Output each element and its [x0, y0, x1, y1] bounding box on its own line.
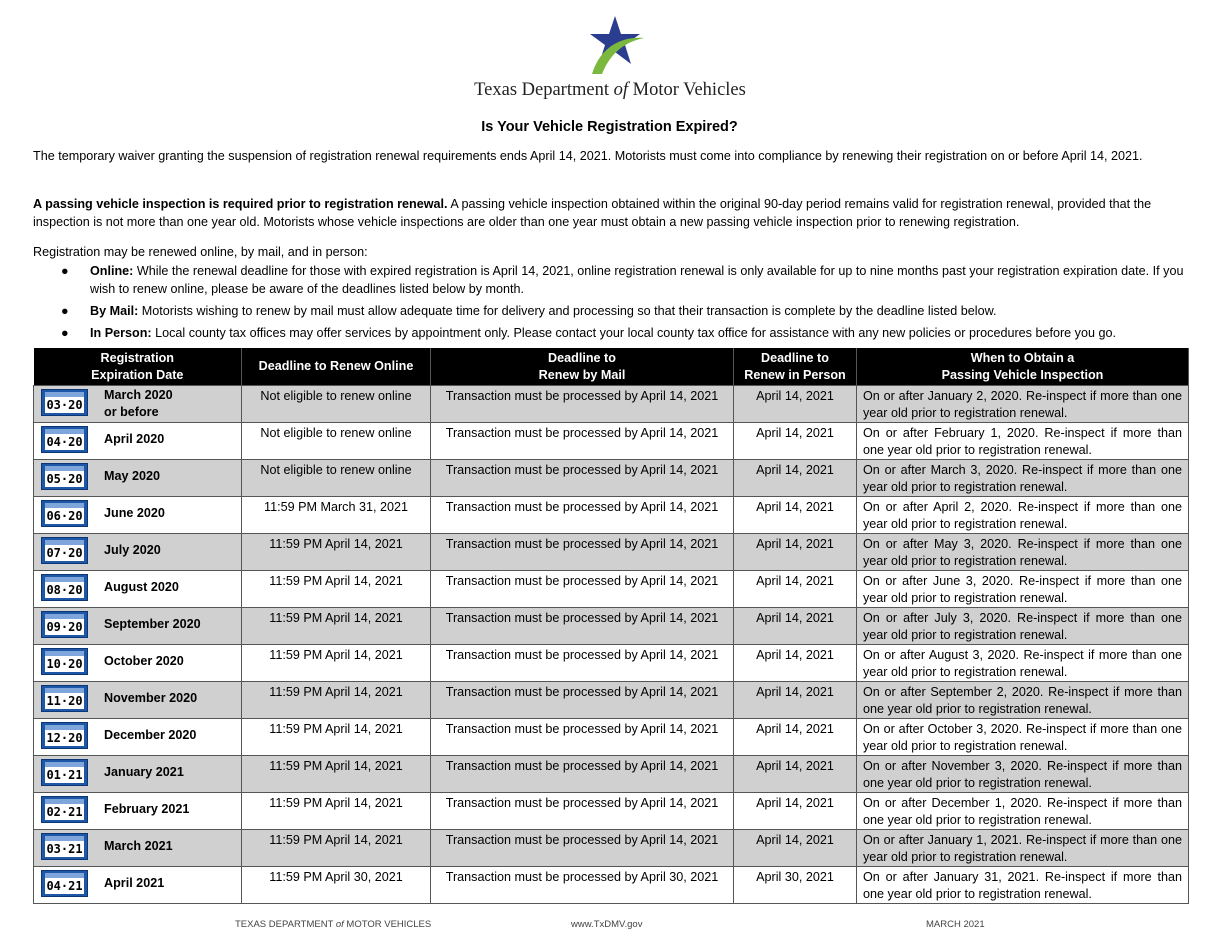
- txdmv-logo: [0, 14, 1229, 76]
- expiration-month: May 2020: [104, 469, 161, 483]
- table-row: [34, 460, 1189, 497]
- registration-sticker-icon: 04·20: [41, 426, 88, 453]
- cell-expiration: [34, 756, 242, 793]
- table-row: [34, 534, 1189, 571]
- table-row: [34, 497, 1189, 534]
- expiration-month: September 2020: [104, 617, 201, 631]
- registration-sticker-icon: 07·20: [41, 537, 88, 564]
- expiration-month: October 2020: [104, 654, 184, 668]
- registration-sticker-icon: 12·20: [41, 722, 88, 749]
- footer-org: TEXAS DEPARTMENT of MOTOR VEHICLES: [235, 919, 432, 930]
- header-renew-online: Deadline to Renew Online: [242, 348, 431, 386]
- cell-online: 11:59 PM April 14, 2021: [242, 682, 431, 719]
- cell-online: 11:59 PM April 14, 2021: [242, 608, 431, 645]
- expiration-month: February 2021: [104, 802, 190, 816]
- cell-mail: Transaction must be processed by April 14, 2021: [431, 645, 734, 682]
- cell-person: April 14, 2021: [734, 719, 857, 756]
- cell-person: April 30, 2021: [734, 867, 857, 904]
- cell-mail: Transaction must be processed by April 14, 2021: [431, 423, 734, 460]
- footer-date: MARCH 2021: [926, 919, 985, 930]
- renewal-methods-list: [33, 262, 1193, 346]
- cell-inspection: On or after February 1, 2020. Re-inspect if more than one year old prior to registration renewal.: [857, 423, 1189, 460]
- cell-online: Not eligible to renew online: [242, 386, 431, 423]
- cell-mail: Transaction must be processed by April 14, 2021: [431, 571, 734, 608]
- inspection-paragraph: [33, 195, 1188, 231]
- cell-expiration: [34, 460, 242, 497]
- registration-sticker-icon: 04·21: [41, 870, 88, 897]
- cell-expiration: [34, 386, 242, 423]
- registration-sticker-icon: 09·20: [41, 611, 88, 638]
- cell-inspection: On or after October 3, 2020. Re-inspect if more than one year old prior to registration renewal.: [857, 719, 1189, 756]
- registration-sticker-icon: 03·21: [41, 833, 88, 860]
- expiration-month: April 2020: [104, 432, 165, 446]
- cell-person: April 14, 2021: [734, 423, 857, 460]
- cell-inspection: On or after July 3, 2020. Re-inspect if more than one year old prior to registration renewal.: [857, 608, 1189, 645]
- registration-table: [33, 348, 1189, 904]
- list-item: ● Online: While the renewal deadline for those with expired registration is April 14, 2021, online registration renewal is only available for up to nine months past your registration expiration date. If you wish to renew online, please be aware of the deadlines listed below by month.: [61, 264, 1184, 296]
- list-item: ● In Person: Local county tax offices may offer services by appointment only. Please contact your local county tax office for assistance with any new policies or procedures before you go.: [61, 326, 1116, 340]
- expiration-month: March 2020 or before: [104, 388, 173, 419]
- cell-mail: Transaction must be processed by April 30, 2021: [431, 867, 734, 904]
- expiration-month: April 2021: [104, 876, 165, 890]
- bullet-icon: ●: [61, 264, 69, 278]
- registration-sticker-icon: 01·21: [41, 759, 88, 786]
- cell-person: April 14, 2021: [734, 386, 857, 423]
- registration-sticker-icon: 05·20: [41, 463, 88, 490]
- cell-mail: Transaction must be processed by April 14, 2021: [431, 793, 734, 830]
- registration-sticker-icon: 10·20: [41, 648, 88, 675]
- table-row: [34, 386, 1189, 423]
- cell-inspection: On or after March 3, 2020. Re-inspect if more than one year old prior to registration renewal.: [857, 460, 1189, 497]
- cell-inspection: On or after June 3, 2020. Re-inspect if more than one year old prior to registration renewal.: [857, 571, 1189, 608]
- cell-inspection: On or after December 1, 2020. Re-inspect if more than one year old prior to registration renewal.: [857, 793, 1189, 830]
- cell-mail: Transaction must be processed by April 14, 2021: [431, 460, 734, 497]
- cell-inspection: On or after November 3, 2020. Re-inspect if more than one year old prior to registration renewal.: [857, 756, 1189, 793]
- cell-online: 11:59 PM March 31, 2021: [242, 497, 431, 534]
- cell-person: April 14, 2021: [734, 497, 857, 534]
- org-name: Texas Department of Motor Vehicles: [474, 80, 746, 100]
- cell-expiration: [34, 645, 242, 682]
- table-row: [34, 756, 1189, 793]
- cell-inspection: On or after September 2, 2020. Re-inspect if more than one year old prior to registration renewal.: [857, 682, 1189, 719]
- cell-expiration: [34, 608, 242, 645]
- expiration-month: January 2021: [104, 765, 184, 779]
- intro-paragraph: The temporary waiver granting the suspension of registration renewal requirements ends April 14, 2021. Motorists must come into compliance by renewing their registration on or before April 14, 2021.: [33, 149, 1143, 163]
- list-item: ● By Mail: Motorists wishing to renew by mail must allow adequate time for delivery and processing so that their transaction is complete by the deadline listed below.: [61, 304, 997, 318]
- expiration-month: December 2020: [104, 728, 197, 742]
- table-row: [34, 719, 1189, 756]
- table-row: [34, 682, 1189, 719]
- table-row: [34, 793, 1189, 830]
- inspection-bold: A passing vehicle inspection is required prior to registration renewal.: [33, 197, 448, 211]
- footer-website: www.TxDMV.gov: [571, 919, 643, 930]
- inspection-text: A passing vehicle inspection obtained within the original 90-day period remains valid for registration renewal, provided that the inspection is not more than one year old. Motorists whose vehicle inspections are older than one year must obtain a new passing vehicle inspection prior to renewing registration.: [33, 197, 1152, 229]
- cell-expiration: [34, 534, 242, 571]
- table-row: [34, 645, 1189, 682]
- registration-sticker-icon: 02·21: [41, 796, 88, 823]
- cell-inspection: On or after April 2, 2020. Re-inspect if more than one year old prior to registration renewal.: [857, 497, 1189, 534]
- cell-inspection: On or after January 2, 2020. Re-inspect if more than one year old prior to registration renewal.: [857, 386, 1189, 423]
- cell-mail: Transaction must be processed by April 14, 2021: [431, 830, 734, 867]
- cell-online: 11:59 PM April 14, 2021: [242, 830, 431, 867]
- table-row: [34, 571, 1189, 608]
- cell-online: 11:59 PM April 14, 2021: [242, 645, 431, 682]
- cell-mail: Transaction must be processed by April 14, 2021: [431, 497, 734, 534]
- cell-person: April 14, 2021: [734, 460, 857, 497]
- cell-person: April 14, 2021: [734, 645, 857, 682]
- cell-person: April 14, 2021: [734, 793, 857, 830]
- cell-expiration: [34, 423, 242, 460]
- cell-online: Not eligible to renew online: [242, 423, 431, 460]
- header-renew-mail: Deadline to Renew by Mail: [431, 348, 734, 386]
- cell-online: 11:59 PM April 14, 2021: [242, 571, 431, 608]
- expiration-month: August 2020: [104, 580, 179, 594]
- cell-expiration: [34, 719, 242, 756]
- renew-lead: Registration may be renewed online, by mail, and in person:: [33, 245, 368, 259]
- cell-person: April 14, 2021: [734, 571, 857, 608]
- star-swoosh-icon: [580, 14, 650, 76]
- registration-sticker-icon: 03·20: [41, 389, 88, 416]
- bullet-icon: ●: [61, 326, 69, 340]
- header-renew-person: Deadline to Renew in Person: [734, 348, 857, 386]
- table-header-row: [34, 348, 1189, 386]
- expiration-month: November 2020: [104, 691, 198, 705]
- cell-person: April 14, 2021: [734, 682, 857, 719]
- cell-mail: Transaction must be processed by April 14, 2021: [431, 386, 734, 423]
- cell-person: April 14, 2021: [734, 534, 857, 571]
- cell-inspection: On or after May 3, 2020. Re-inspect if more than one year old prior to registration renewal.: [857, 534, 1189, 571]
- table-row: [34, 423, 1189, 460]
- registration-sticker-icon: 06·20: [41, 500, 88, 527]
- cell-person: April 14, 2021: [734, 830, 857, 867]
- cell-expiration: [34, 682, 242, 719]
- cell-mail: Transaction must be processed by April 14, 2021: [431, 608, 734, 645]
- header-expiration-date: Registration Expiration Date: [34, 348, 242, 386]
- cell-mail: Transaction must be processed by April 14, 2021: [431, 756, 734, 793]
- cell-online: 11:59 PM April 30, 2021: [242, 867, 431, 904]
- header-inspection: When to Obtain a Passing Vehicle Inspection: [857, 348, 1189, 386]
- cell-mail: Transaction must be processed by April 14, 2021: [431, 682, 734, 719]
- cell-expiration: [34, 571, 242, 608]
- cell-mail: Transaction must be processed by April 14, 2021: [431, 534, 734, 571]
- cell-inspection: On or after January 31, 2021. Re-inspect if more than one year old prior to registration renewal.: [857, 867, 1189, 904]
- cell-online: 11:59 PM April 14, 2021: [242, 756, 431, 793]
- cell-person: April 14, 2021: [734, 608, 857, 645]
- expiration-month: March 2021: [104, 839, 173, 853]
- cell-online: 11:59 PM April 14, 2021: [242, 719, 431, 756]
- table-row: [34, 608, 1189, 645]
- cell-inspection: On or after August 3, 2020. Re-inspect if more than one year old prior to registration renewal.: [857, 645, 1189, 682]
- cell-online: Not eligible to renew online: [242, 460, 431, 497]
- bullet-icon: ●: [61, 304, 69, 318]
- cell-expiration: [34, 497, 242, 534]
- cell-online: 11:59 PM April 14, 2021: [242, 534, 431, 571]
- expiration-month: July 2020: [104, 543, 161, 557]
- table-row: [34, 867, 1189, 904]
- cell-person: April 14, 2021: [734, 756, 857, 793]
- cell-mail: Transaction must be processed by April 14, 2021: [431, 719, 734, 756]
- cell-online: 11:59 PM April 14, 2021: [242, 793, 431, 830]
- cell-inspection: On or after January 1, 2021. Re-inspect if more than one year old prior to registration renewal.: [857, 830, 1189, 867]
- page-title: Is Your Vehicle Registration Expired?: [481, 119, 738, 135]
- registration-sticker-icon: 08·20: [41, 574, 88, 601]
- registration-sticker-icon: 11·20: [41, 685, 88, 712]
- cell-expiration: [34, 793, 242, 830]
- table-row: [34, 830, 1189, 867]
- expiration-month: June 2020: [104, 506, 165, 520]
- cell-expiration: [34, 867, 242, 904]
- cell-expiration: [34, 830, 242, 867]
